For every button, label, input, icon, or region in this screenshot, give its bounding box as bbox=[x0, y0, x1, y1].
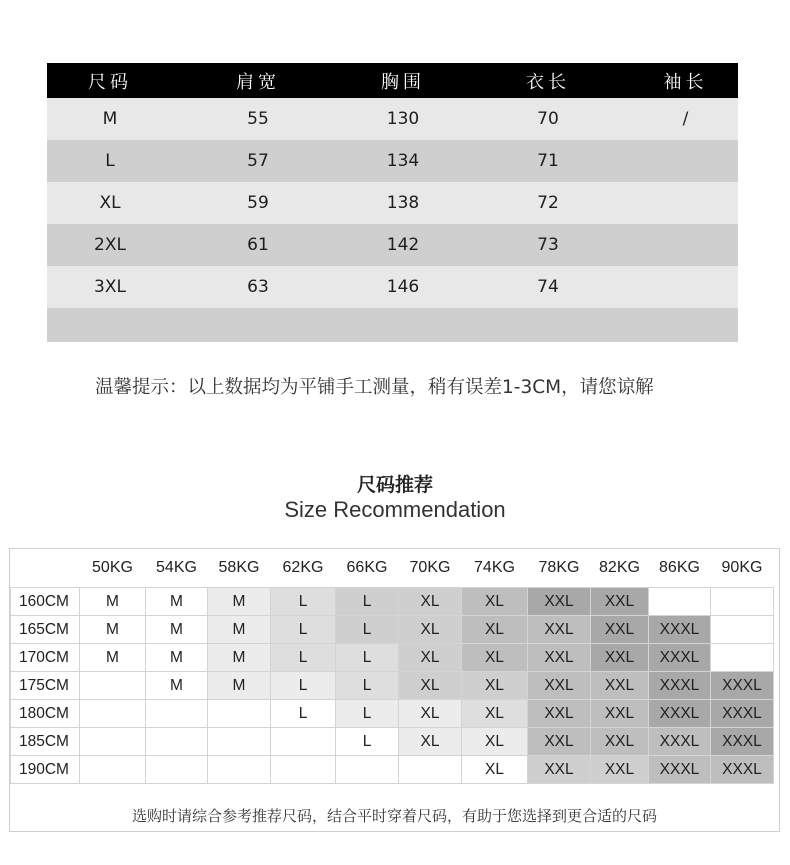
size-recommendation-cell bbox=[208, 700, 271, 728]
size-recommendation-cell bbox=[146, 700, 208, 728]
header-chest: 胸围 bbox=[381, 71, 425, 93]
size-recommendation-cell: L bbox=[271, 588, 336, 616]
size-recommendation-cell bbox=[146, 756, 208, 784]
size-row bbox=[47, 266, 738, 308]
size-recommendation-cell bbox=[711, 616, 774, 644]
size-recommendation-cell: XXXL bbox=[711, 700, 774, 728]
height-row bbox=[11, 728, 774, 756]
size-recommendation-cell bbox=[80, 728, 146, 756]
measurement-note: 温馨提示：以上数据均为平铺手工测量，稍有误差1-3CM，请您谅解 bbox=[95, 377, 654, 398]
recommendation-subtitle: Size Recommendation bbox=[284, 497, 506, 522]
sleeve-cell bbox=[633, 182, 738, 224]
size-row bbox=[47, 98, 738, 140]
size-cell: L bbox=[105, 151, 115, 171]
size-recommendation-cell: XXL bbox=[528, 756, 591, 784]
size-recommendation-cell bbox=[208, 728, 271, 756]
weight-label: 58KG bbox=[218, 559, 260, 576]
size-recommendation-cell: L bbox=[336, 616, 399, 644]
chest-cell: 134 bbox=[386, 151, 420, 171]
weight-label: 50KG bbox=[92, 559, 133, 576]
chest-cell: 142 bbox=[386, 235, 420, 255]
size-recommendation-cell: XL bbox=[462, 700, 528, 728]
size-table-header bbox=[47, 63, 738, 98]
weight-label: 62KG bbox=[282, 559, 324, 576]
size-recommendation-cell: XXL bbox=[591, 588, 649, 616]
size-recommendation-cell: XXL bbox=[528, 700, 591, 728]
weight-label: 54KG bbox=[156, 559, 197, 576]
size-recommendation-cell: XXXL bbox=[649, 616, 711, 644]
size-recommendation-cell: XXL bbox=[528, 588, 591, 616]
size-recommendation-cell: XL bbox=[462, 672, 528, 700]
size-recommendation-cell: XL bbox=[462, 644, 528, 672]
size-recommendation-cell: M bbox=[146, 644, 208, 672]
size-cell: 2XL bbox=[94, 235, 126, 255]
weight-label: 66KG bbox=[346, 559, 388, 576]
size-recommendation-cell: M bbox=[80, 588, 146, 616]
size-recommendation-cell: XXL bbox=[591, 644, 649, 672]
size-table bbox=[47, 63, 738, 342]
height-row bbox=[11, 700, 774, 728]
size-recommendation-cell: XXL bbox=[591, 700, 649, 728]
size-recommendation-cell: L bbox=[336, 700, 399, 728]
height-label: 170CM bbox=[11, 644, 80, 672]
weight-label: 78KG bbox=[538, 559, 580, 576]
size-recommendation-cell: M bbox=[208, 644, 271, 672]
size-recommendation-cell: M bbox=[80, 616, 146, 644]
weight-label: 70KG bbox=[409, 559, 451, 576]
size-recommendation-cell: XXXL bbox=[649, 700, 711, 728]
chest-cell: 138 bbox=[386, 193, 420, 213]
size-recommendation-cell bbox=[80, 672, 146, 700]
size-recommendation-cell bbox=[208, 756, 271, 784]
size-recommendation-cell: M bbox=[146, 616, 208, 644]
size-recommendation-cell: L bbox=[336, 588, 399, 616]
header-sleeve: 袖长 bbox=[663, 71, 708, 93]
size-cell: XL bbox=[99, 193, 121, 213]
size-recommendation-cell: L bbox=[271, 672, 336, 700]
size-recommendation-cell bbox=[271, 756, 336, 784]
size-recommendation-cell: XXXL bbox=[649, 756, 711, 784]
height-row bbox=[11, 756, 774, 784]
size-recommendation-chart bbox=[9, 548, 780, 832]
sleeve-cell: / bbox=[682, 109, 689, 129]
size-recommendation-cell: XXXL bbox=[649, 644, 711, 672]
size-recommendation-cell bbox=[711, 644, 774, 672]
size-recommendation-cell: XL bbox=[462, 588, 528, 616]
sleeve-cell bbox=[633, 266, 738, 308]
height-row bbox=[11, 616, 774, 644]
size-recommendation-cell: XXXL bbox=[711, 756, 774, 784]
height-label: 160CM bbox=[11, 588, 80, 616]
sleeve-cell bbox=[633, 224, 738, 266]
length-cell: 72 bbox=[537, 193, 559, 213]
size-recommendation-cell bbox=[399, 756, 462, 784]
size-row bbox=[47, 182, 738, 224]
size-recommendation-cell: XXL bbox=[591, 672, 649, 700]
size-recommendation-cell bbox=[80, 756, 146, 784]
size-recommendation-cell: M bbox=[80, 644, 146, 672]
length-cell: 74 bbox=[537, 277, 559, 297]
size-recommendation-cell: M bbox=[146, 588, 208, 616]
chest-cell: 130 bbox=[386, 109, 420, 129]
size-recommendation-cell: L bbox=[271, 644, 336, 672]
size-recommendation-cell: XL bbox=[399, 588, 462, 616]
size-recommendation-cell bbox=[80, 700, 146, 728]
size-recommendation-cell: L bbox=[271, 700, 336, 728]
weight-label: 86KG bbox=[659, 559, 700, 576]
size-recommendation-cell: M bbox=[146, 672, 208, 700]
recommendation-title: 尺码推荐 bbox=[356, 474, 433, 496]
recommendation-grid bbox=[10, 549, 774, 784]
size-recommendation-cell: XXL bbox=[591, 728, 649, 756]
length-cell: 71 bbox=[537, 151, 559, 171]
size-recommendation-cell: XL bbox=[399, 700, 462, 728]
size-recommendation-cell: M bbox=[208, 588, 271, 616]
header-size: 尺码 bbox=[88, 71, 132, 93]
height-label: 175CM bbox=[11, 672, 80, 700]
size-recommendation-cell: XL bbox=[399, 728, 462, 756]
size-recommendation-cell bbox=[336, 756, 399, 784]
header-shoulder: 肩宽 bbox=[236, 71, 280, 93]
size-recommendation-cell bbox=[271, 728, 336, 756]
shoulder-cell: 57 bbox=[247, 151, 269, 171]
size-recommendation-cell bbox=[649, 588, 711, 616]
size-recommendation-cell: L bbox=[336, 728, 399, 756]
size-recommendation-cell: XL bbox=[462, 616, 528, 644]
height-row bbox=[11, 644, 774, 672]
size-recommendation-cell: M bbox=[208, 616, 271, 644]
shoulder-cell: 55 bbox=[247, 109, 269, 129]
weight-label: 90KG bbox=[721, 559, 763, 576]
size-recommendation-cell: XL bbox=[462, 728, 528, 756]
size-recommendation-cell: XL bbox=[399, 644, 462, 672]
height-row bbox=[11, 672, 774, 700]
weight-label: 74KG bbox=[474, 559, 515, 576]
weight-header-row bbox=[11, 549, 774, 588]
size-recommendation-cell: L bbox=[336, 644, 399, 672]
grid-corner bbox=[11, 549, 80, 588]
size-recommendation-cell: XXL bbox=[591, 616, 649, 644]
size-recommendation-cell: XL bbox=[399, 672, 462, 700]
size-cell: 3XL bbox=[94, 277, 126, 297]
size-recommendation-cell bbox=[146, 728, 208, 756]
height-label: 180CM bbox=[11, 700, 80, 728]
size-recommendation-cell: XXXL bbox=[711, 728, 774, 756]
size-recommendation-cell: XXL bbox=[528, 616, 591, 644]
weight-label: 82KG bbox=[599, 559, 640, 576]
size-recommendation-cell: XXL bbox=[528, 672, 591, 700]
length-cell: 70 bbox=[537, 109, 559, 129]
size-recommendation-cell: L bbox=[336, 672, 399, 700]
size-recommendation-cell bbox=[711, 588, 774, 616]
size-table-empty-row bbox=[47, 308, 738, 342]
height-label: 165CM bbox=[11, 616, 80, 644]
size-recommendation-cell: XXXL bbox=[649, 728, 711, 756]
chest-cell: 146 bbox=[386, 277, 420, 297]
sleeve-cell bbox=[633, 140, 738, 182]
size-recommendation-cell: XL bbox=[399, 616, 462, 644]
recommendation-footer: 选购时请综合参考推荐尺码，结合平时穿着尺码，有助于您选择到更合适的尺码 bbox=[131, 807, 657, 825]
shoulder-cell: 63 bbox=[247, 277, 269, 297]
size-recommendation-cell: XXXL bbox=[649, 672, 711, 700]
height-row bbox=[11, 588, 774, 616]
size-recommendation-cell: XXL bbox=[591, 756, 649, 784]
size-recommendation-cell: M bbox=[208, 672, 271, 700]
header-length: 衣长 bbox=[526, 71, 570, 93]
height-label: 190CM bbox=[11, 756, 80, 784]
size-recommendation-cell: XL bbox=[462, 756, 528, 784]
size-row bbox=[47, 224, 738, 266]
size-recommendation-cell: XXL bbox=[528, 644, 591, 672]
shoulder-cell: 59 bbox=[247, 193, 269, 213]
size-recommendation-cell: L bbox=[271, 616, 336, 644]
size-cell: M bbox=[102, 109, 118, 129]
shoulder-cell: 61 bbox=[247, 235, 269, 255]
height-label: 185CM bbox=[11, 728, 80, 756]
size-recommendation-cell: XXL bbox=[528, 728, 591, 756]
length-cell: 73 bbox=[537, 235, 559, 255]
size-row bbox=[47, 140, 738, 182]
size-recommendation-cell: XXXL bbox=[711, 672, 774, 700]
